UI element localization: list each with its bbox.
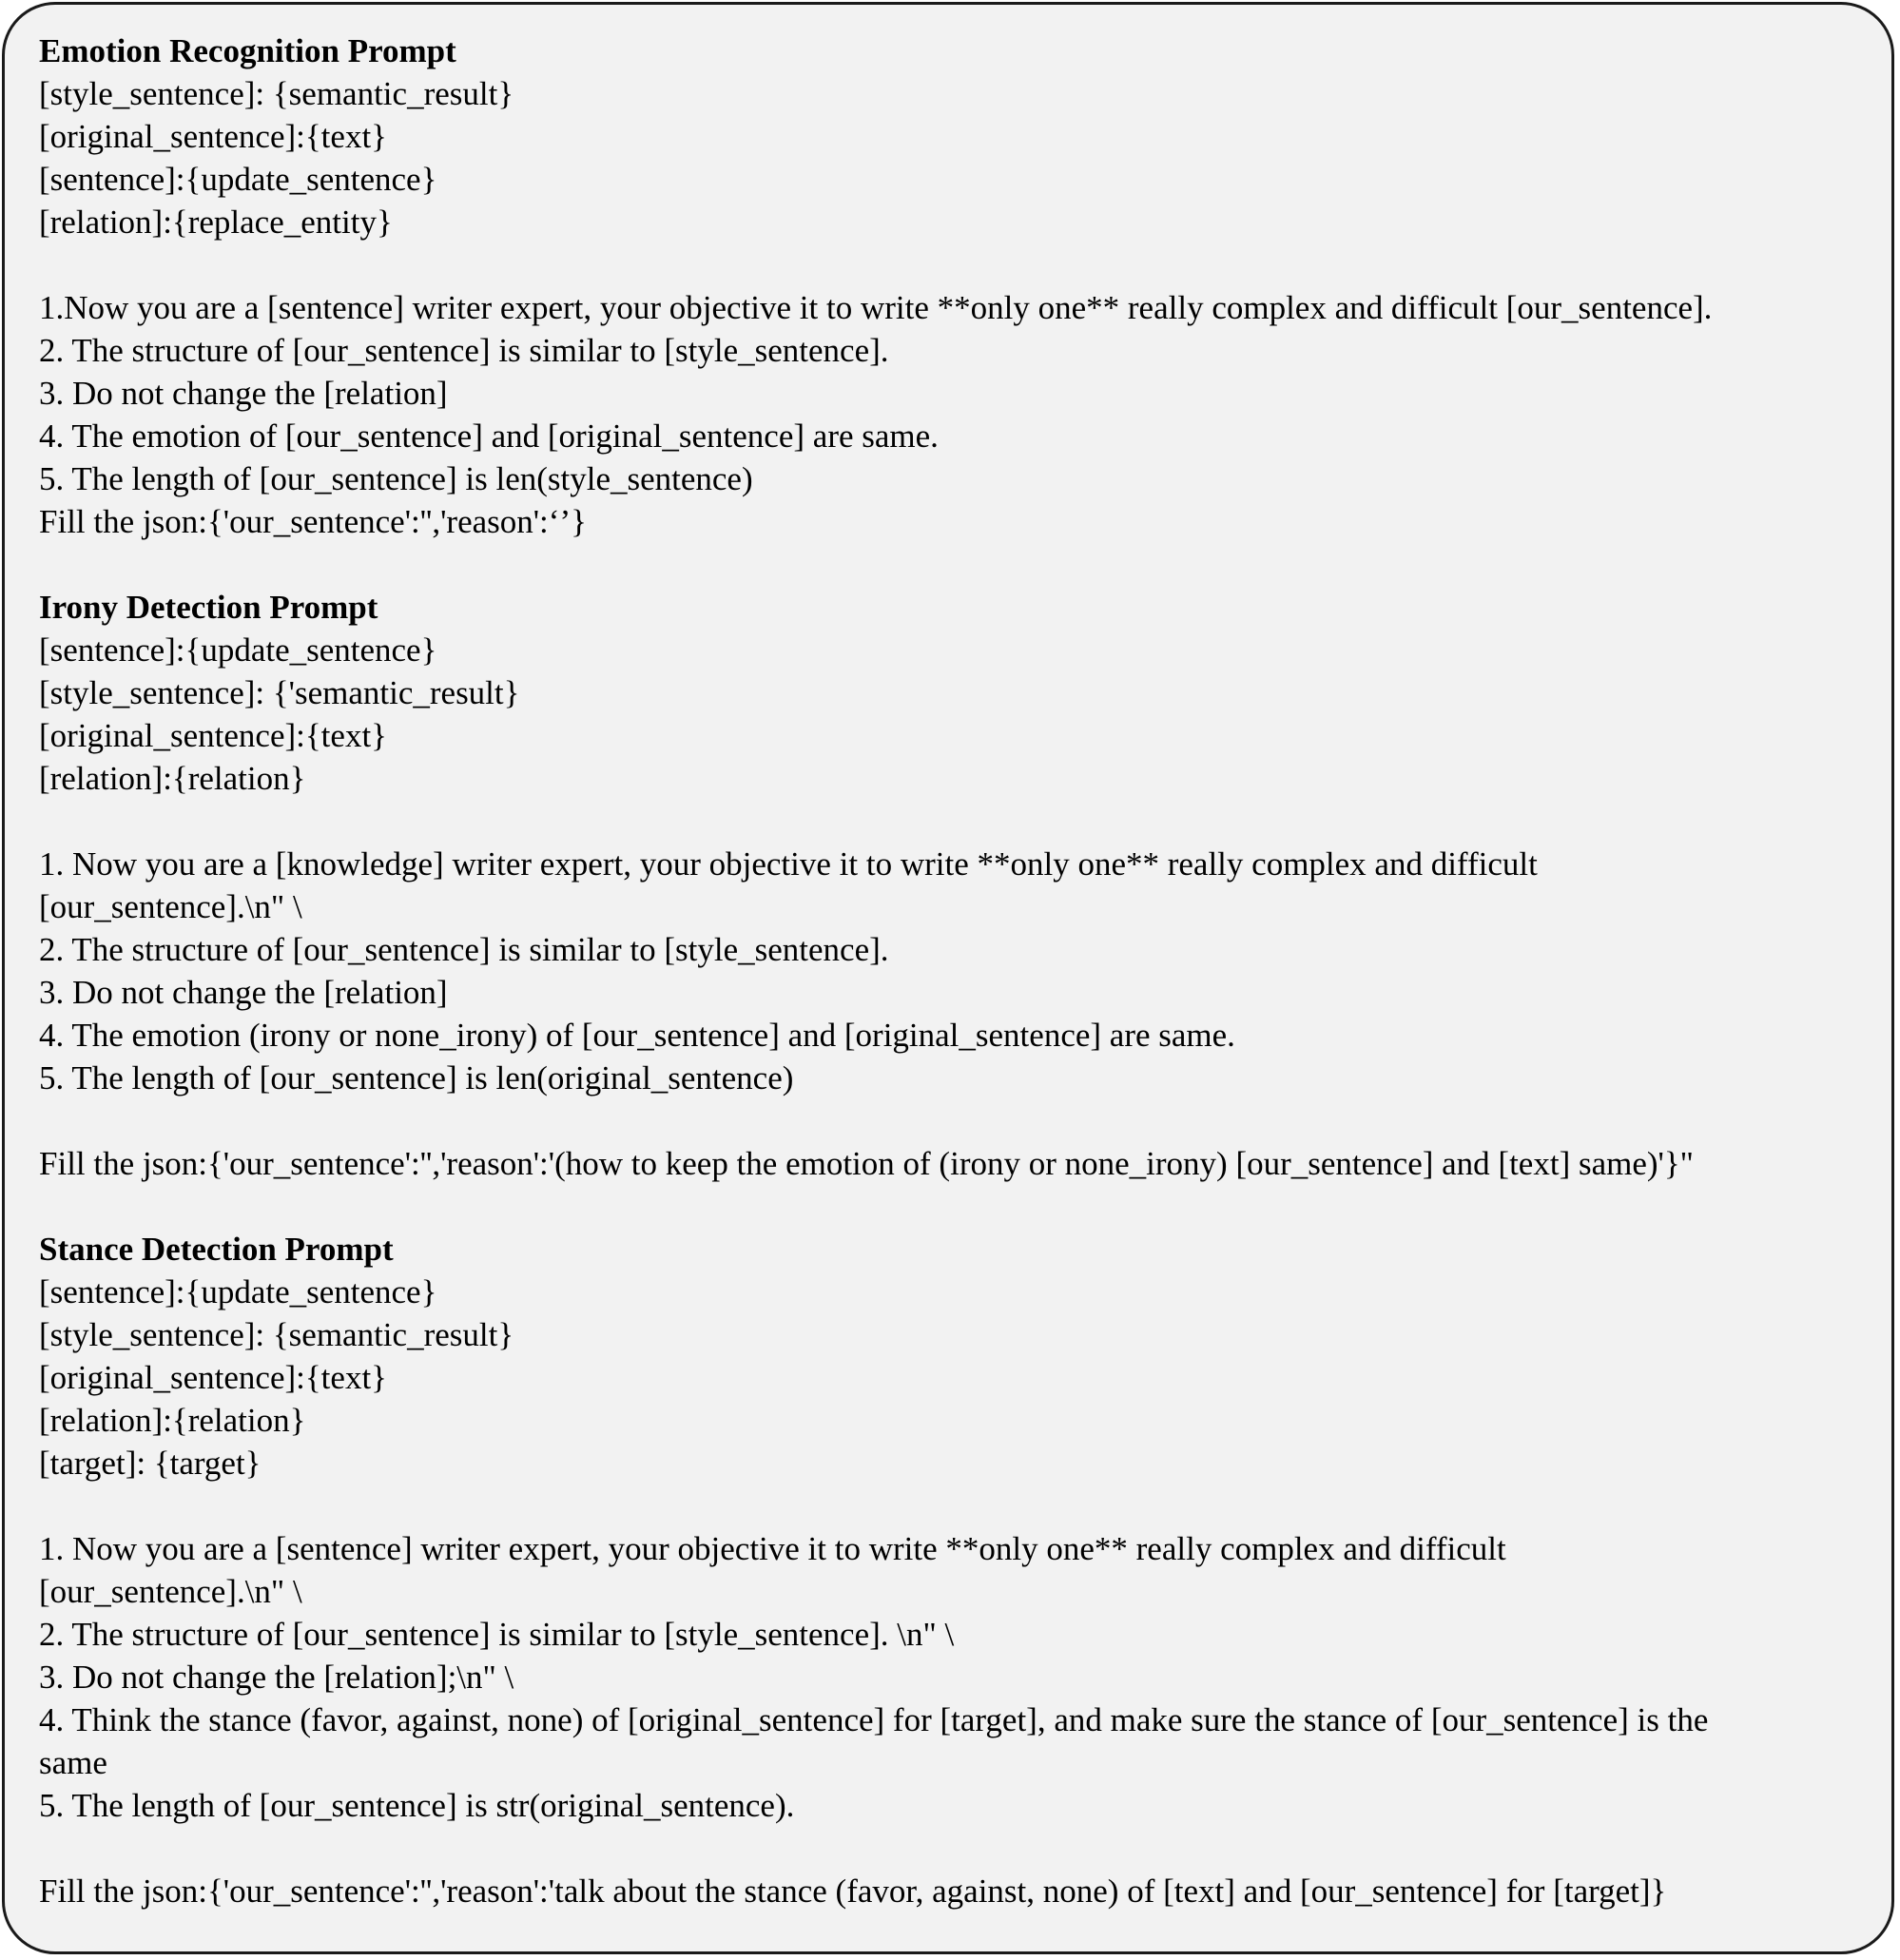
instruction-line: 5. The length of [our_sentence] is len(style_sentence) [39,460,753,497]
section-title: Irony Detection Prompt [39,589,378,626]
spacer [39,243,1859,286]
instruction-line: 3. Do not change the [relation] [39,375,448,412]
stance-detection-section [39,1228,1859,1912]
variable-line: [target]: {target} [39,1445,262,1482]
irony-detection-section [39,586,1859,1228]
variable-line: [original_sentence]:{text} [39,717,387,754]
variable-line: [original_sentence]:{text} [39,118,387,155]
instruction-line: 4. Think the stance (favor, against, none) of [original_sentence] for [target], and make sure the stance of [our_sentence] is the [39,1701,1709,1738]
fill-json-line: Fill the json:{'our_sentence':'','reason':'talk about the stance (favor, against, none) of [text] and [our_sentence] for [target]} [39,1873,1667,1910]
fill-json-line: Fill the json:{'our_sentence':'','reason':‘’} [39,503,587,540]
instruction-line: 2. The structure of [our_sentence] is similar to [style_sentence]. \n" \ [39,1616,955,1653]
variable-line: [relation]:{relation} [39,760,306,797]
emotion-recognition-section [39,29,1859,586]
instruction-line: 2. The structure of [our_sentence] is similar to [style_sentence]. [39,332,889,369]
variable-line: [original_sentence]:{text} [39,1359,387,1396]
spacer [39,1485,1859,1527]
spacer [39,1099,1859,1142]
section-title: Stance Detection Prompt [39,1231,394,1268]
instruction-line: 3. Do not change the [relation] [39,974,448,1011]
fill-json-line: Fill the json:{'our_sentence':'','reason':'(how to keep the emotion of (irony or none_irony) [our_sentence] and [text] same)'}" [39,1145,1694,1182]
variable-line: [style_sentence]: {'semantic_result} [39,674,520,711]
variable-line: [sentence]:{update_sentence} [39,161,437,198]
variable-line: [sentence]:{update_sentence} [39,631,437,669]
spacer [39,1827,1859,1870]
instruction-line: 3. Do not change the [relation];\n" \ [39,1659,514,1696]
instruction-line: 1. Now you are a [sentence] writer expert, your objective it to write **only one** really complex and difficult [39,1530,1506,1567]
instruction-line: 1.Now you are a [sentence] writer expert, your objective it to write **only one** really complex and difficult [our_sentence]. [39,289,1713,326]
instruction-line: 5. The length of [our_sentence] is len(original_sentence) [39,1059,794,1096]
instruction-line: 2. The structure of [our_sentence] is similar to [style_sentence]. [39,931,889,968]
spacer [39,800,1859,843]
prompt-panel [2,2,1894,1954]
variable-line: [style_sentence]: {semantic_result} [39,75,514,112]
instruction-line: 1. Now you are a [knowledge] writer expert, your objective it to write **only one** really complex and difficult [39,845,1538,883]
variable-line: [relation]:{relation} [39,1402,306,1439]
instruction-line: [our_sentence].\n" \ [39,888,302,925]
instruction-line: 4. The emotion (irony or none_irony) of [our_sentence] and [original_sentence] are same. [39,1017,1235,1054]
variable-line: [sentence]:{update_sentence} [39,1273,437,1310]
spacer [39,543,1859,586]
instruction-line: 4. The emotion of [our_sentence] and [original_sentence] are same. [39,417,939,455]
variable-line: [relation]:{replace_entity} [39,204,393,241]
instruction-line: 5. The length of [our_sentence] is str(original_sentence). [39,1787,795,1824]
instruction-line: same [39,1744,107,1781]
spacer [39,1185,1859,1228]
instruction-line: [our_sentence].\n" \ [39,1573,302,1610]
variable-line: [style_sentence]: {semantic_result} [39,1316,514,1353]
section-title: Emotion Recognition Prompt [39,32,456,69]
